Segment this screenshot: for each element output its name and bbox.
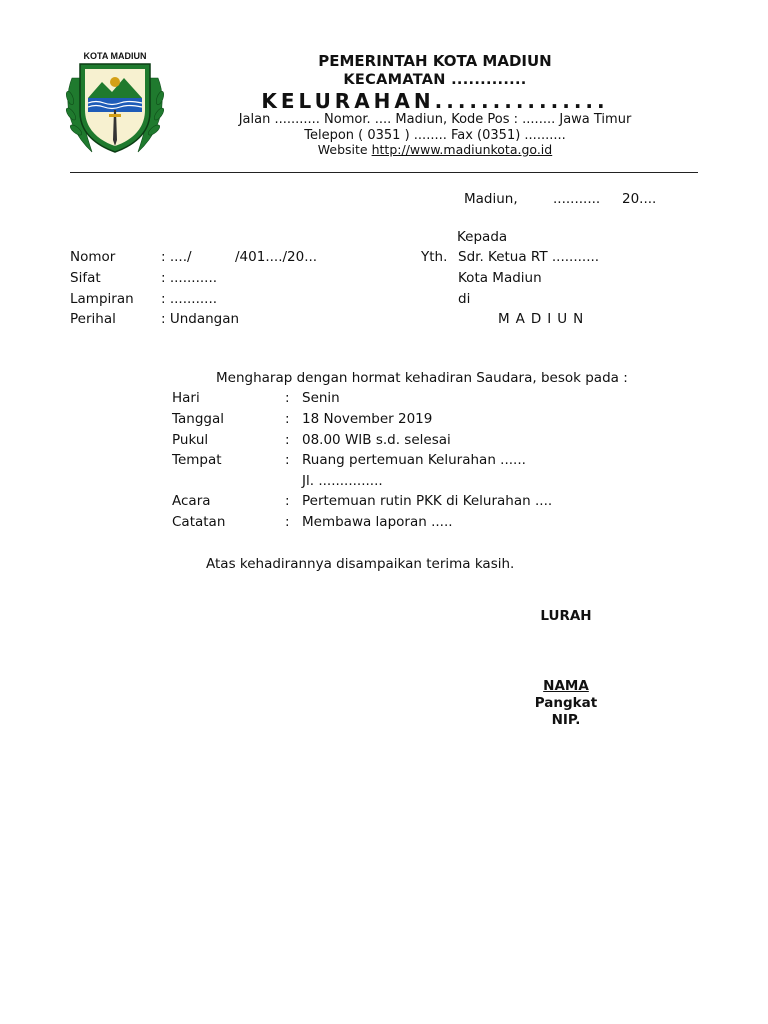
- detail-value: 08.00 WIB s.d. selesai: [302, 432, 451, 448]
- phone-line: Telepon ( 0351 ) ........ Fax (0351) ..........: [304, 128, 566, 143]
- meta-label-nomor: Nomor: [70, 249, 116, 265]
- recipient-di: di: [458, 291, 471, 307]
- kecamatan-title: KECAMATAN .............: [343, 72, 527, 88]
- detail-value: Senin: [302, 390, 340, 406]
- meta-value-lampiran: : ...........: [161, 291, 218, 307]
- meta-label-lampiran: Lampiran: [70, 291, 134, 307]
- signature-name: NAMA: [543, 678, 589, 694]
- closing-sentence: Atas kehadirannya disampaikan terima kasih.: [206, 556, 515, 572]
- logo-text: KOTA MADIUN: [83, 51, 147, 61]
- signature-nip: NIP.: [551, 712, 581, 728]
- gov-title: PEMERINTAH KOTA MADIUN: [318, 52, 552, 70]
- detail-colon: :: [285, 432, 290, 448]
- date-dots: ...........: [553, 191, 601, 207]
- detail-colon: :: [285, 514, 290, 530]
- recipient-place: MADIUN: [498, 311, 590, 327]
- kota-madiun-emblem-logo: [62, 48, 168, 158]
- detail-value: Ruang pertemuan Kelurahan ......: [302, 452, 526, 468]
- website-label: Website: [317, 142, 368, 157]
- recipient-city: Kota Madiun: [458, 270, 542, 286]
- detail-value: Membawa laporan .....: [302, 514, 453, 530]
- meta-label-perihal: Perihal: [70, 311, 116, 327]
- invitation-intro: Mengharap dengan hormat kehadiran Saudara, besok pada :: [216, 370, 628, 386]
- detail-label: Acara: [172, 493, 211, 509]
- meta-value-nomor-suffix: /401..../20...: [235, 249, 318, 265]
- signature-rank: Pangkat: [534, 695, 598, 711]
- kepada-label: Kepada: [457, 229, 508, 245]
- detail-label: Catatan: [172, 514, 226, 530]
- meta-value-sifat: : ...........: [161, 270, 218, 286]
- recipient-name: Sdr. Ketua RT ...........: [458, 249, 600, 265]
- signature-title: LURAH: [540, 608, 592, 624]
- detail-label: Pukul: [172, 432, 209, 448]
- meta-value-nomor: : ..../: [161, 249, 192, 265]
- detail-value: 18 November 2019: [302, 411, 433, 427]
- detail-colon: :: [285, 411, 290, 427]
- meta-value-perihal: : Undangan: [161, 311, 240, 327]
- website-link[interactable]: http://www.madiunkota.go.id: [371, 142, 553, 157]
- detail-value: Pertemuan rutin PKK di Kelurahan ....: [302, 493, 553, 509]
- detail-colon: :: [285, 493, 290, 509]
- detail-label: Tanggal: [172, 411, 225, 427]
- header-divider: [70, 172, 698, 173]
- detail-colon: :: [285, 390, 290, 406]
- website-line: [170, 142, 700, 157]
- address-line: Jalan ........... Nomor. .... Madiun, Kode Pos : ........ Jawa Timur: [238, 112, 632, 127]
- date-year: 20....: [622, 191, 657, 207]
- detail-value: Jl. ...............: [302, 473, 383, 489]
- detail-label: Tempat: [172, 452, 222, 468]
- yth-label: Yth.: [421, 249, 448, 265]
- detail-label: Hari: [172, 390, 200, 406]
- detail-colon: :: [285, 452, 290, 468]
- kelurahan-title: KELURAHAN...............: [261, 89, 609, 113]
- meta-label-sifat: Sifat: [70, 270, 101, 286]
- date-city: Madiun,: [464, 191, 518, 207]
